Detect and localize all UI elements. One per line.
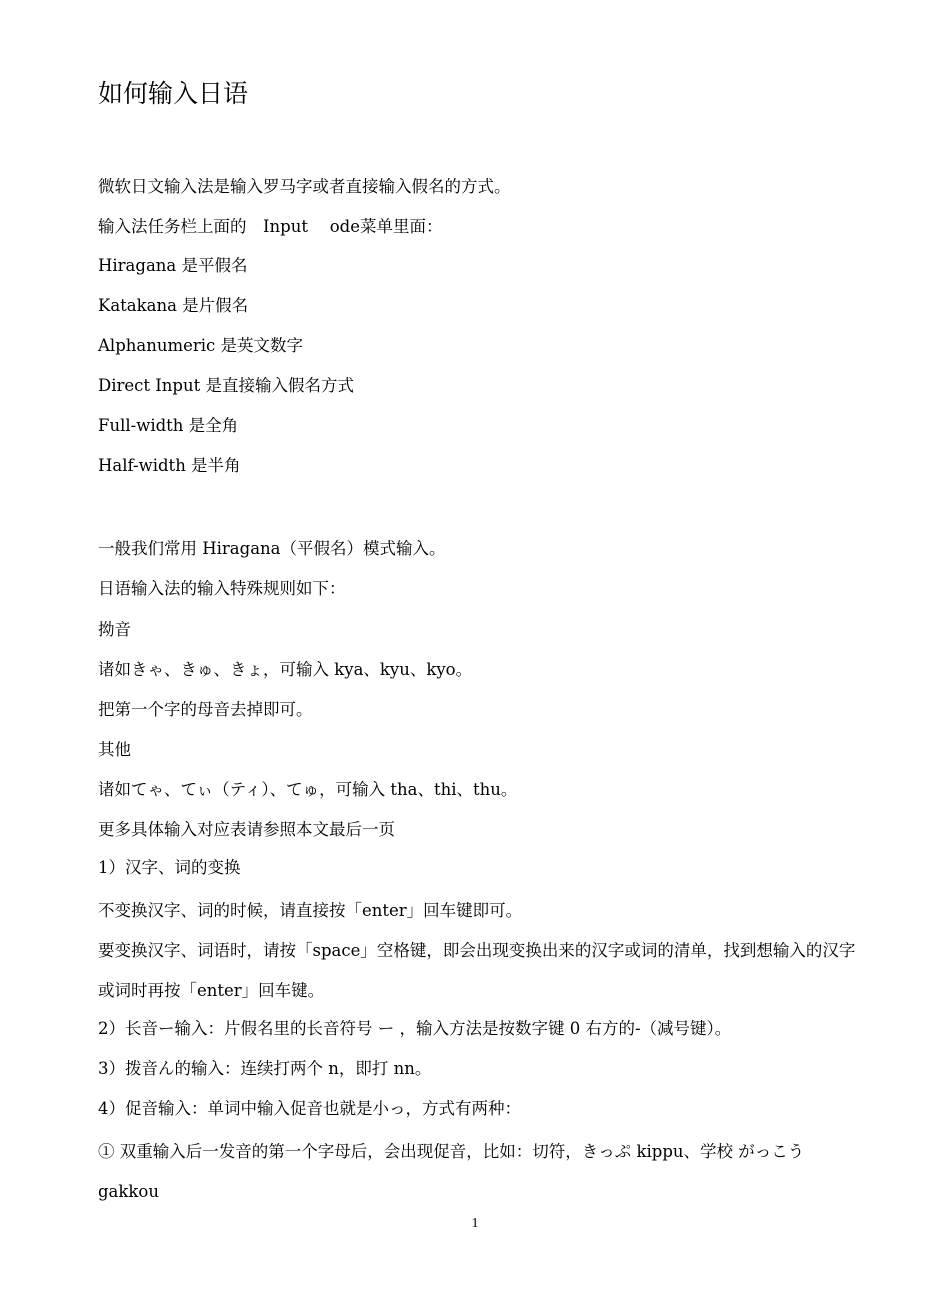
paragraph-conversion-steps: 要变换汉字、词语时，请按「space」空格键，即会出现变换出来的汉字或词的清单，找到想输入的汉字或词时再按「enter」回车键。: [98, 941, 856, 1000]
paragraph-sokuon-method-1: ① 双重输入后一发音的第一个字母后，会出现促音，比如：切符，きっぷ kippu、学校 がっこう gakkou: [98, 1142, 805, 1201]
paragraph-ime-intro: 微软日文输入法是输入罗马字或者直接输入假名的方式。: [98, 177, 511, 196]
list-item-hiragana: Hiragana 是平假名: [98, 256, 248, 275]
list-item-direct-input: Direct Input 是直接输入假名方式: [98, 376, 354, 395]
paragraph-input-mode-menu: 输入法任务栏上面的 Input ode菜单里面：: [98, 217, 443, 236]
list-item-alphanumeric: Alphanumeric 是英文数字: [98, 336, 304, 355]
heading-other: 其他: [98, 740, 131, 759]
list-item-katakana: Katakana 是片假名: [98, 296, 249, 315]
paragraph-youon-rule: 把第一个字的母音去掉即可。: [98, 700, 313, 719]
paragraph-common-mode: 一般我们常用 Hiragana（平假名）模式输入。: [98, 539, 446, 558]
section-sokuon: 4）促音输入：单词中输入促音也就是小っ，方式有两种：: [98, 1099, 521, 1118]
paragraph-special-rules: 日语输入法的输入特殊规则如下：: [98, 579, 346, 598]
paragraph-reference-table: 更多具体输入对应表请参照本文最后一页: [98, 820, 395, 839]
paragraph-youon-example: 诸如きゃ、きゅ、きょ，可输入 kya、kyu、kyo。: [98, 660, 473, 679]
list-item-half-width: Half-width 是半角: [98, 456, 241, 475]
list-item-full-width: Full-width 是全角: [98, 416, 239, 435]
document-title: 如何输入日语: [98, 79, 249, 108]
section-hatsuon: 3）拨音ん的输入：连续打两个 n，即打 nn。: [98, 1059, 432, 1078]
paragraph-other-example: 诸如てゃ、てぃ（ティ）、てゅ，可输入 tha、thi、thu。: [98, 780, 518, 799]
section-long-vowel: 2）长音ー输入：片假名里的长音符号 ー ，输入方法是按数字键 0 右方的-（减号键）。: [98, 1019, 732, 1038]
page-number: 1: [471, 1216, 479, 1231]
heading-youon: 拗音: [98, 620, 131, 639]
paragraph-no-conversion: 不变换汉字、词的时候，请直接按「enter」回车键即可。: [98, 901, 523, 920]
section-kanji-conversion: 1）汉字、词的变换: [98, 858, 241, 877]
